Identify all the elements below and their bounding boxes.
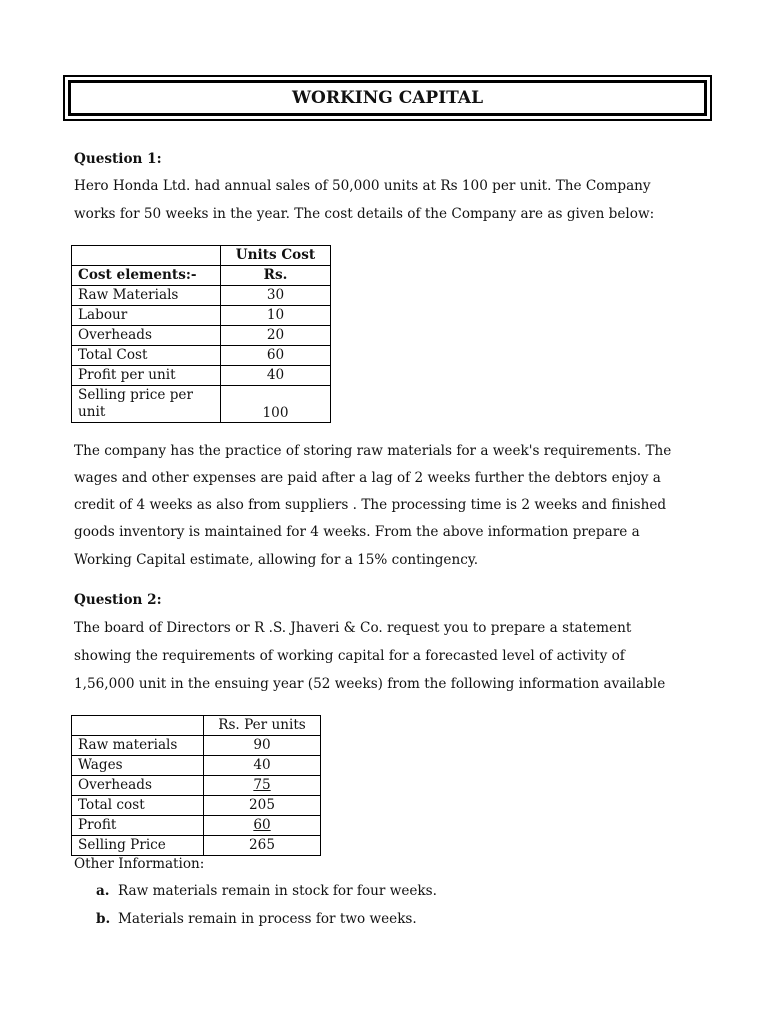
table-row [72,716,321,736]
row-value: 205 [204,796,321,816]
row-label [72,386,221,423]
row-label: Total cost [72,796,204,816]
cost-details-table [71,245,331,423]
question-1-body-line: credit of 4 weeks as also from suppliers . The processing time is 2 weeks and finished [74,497,667,513]
question-2-intro-line: The board of Directors or R .S. Jhaveri & Co. request you to prepare a statement [74,620,632,636]
table-row [72,286,331,306]
question-2-heading: Question 2: [74,592,162,608]
row-value: 10 [221,306,331,326]
row-value: 30 [221,286,331,306]
page-title: WORKING CAPITAL [68,80,707,116]
row-label-line: unit [78,404,106,420]
row-value: 20 [221,326,331,346]
list-item: Materials remain in process for two weeks. [118,911,417,927]
table-row [72,246,331,266]
column-header: Rs. Per units [204,716,321,736]
row-value: 60 [221,346,331,366]
row-label: Selling Price [72,836,204,856]
table-row [72,756,321,776]
column-header: Units Cost [221,246,331,266]
row-label: Raw Materials [72,286,221,306]
table-row [72,386,331,423]
row-value: 100 [221,386,331,423]
question-1-body-line: goods inventory is maintained for 4 weeks. From the above information prepare a [74,524,640,540]
list-item: Raw materials remain in stock for four weeks. [118,883,437,899]
question-1-body-line: wages and other expenses are paid after a lag of 2 weeks further the debtors enjoy a [74,470,661,486]
row-value: 40 [204,756,321,776]
other-information-label: Other Information: [74,856,205,872]
row-label: Overheads [72,326,221,346]
question-1-body-line: The company has the practice of storing raw materials for a week's requirements. The [74,443,672,459]
row-value [204,776,321,796]
row-label: Wages [72,756,204,776]
question-2-intro-line: 1,56,000 unit in the ensuing year (52 weeks) from the following information available [74,676,666,692]
row-value: 90 [204,736,321,756]
underlined-value: 60 [253,817,271,833]
table-row [72,266,331,286]
table-row [72,736,321,756]
underlined-value: 75 [253,777,271,793]
question-1-intro-line: works for 50 weeks in the year. The cost details of the Company are as given below: [74,206,655,222]
question-1-body-line: Working Capital estimate, allowing for a 15% contingency. [74,552,479,568]
table-row [72,366,331,386]
table-cell [72,716,204,736]
title-box [63,75,712,121]
table-row [72,326,331,346]
question-2-intro-line: showing the requirements of working capital for a forecasted level of activity of [74,648,625,664]
row-label-line: Selling price per [78,387,193,403]
table-cell [72,246,221,266]
column-header: Rs. [221,266,331,286]
row-label: Profit per unit [72,366,221,386]
table-row [72,816,321,836]
row-label: Labour [72,306,221,326]
table-row [72,306,331,326]
question-1-intro-line: Hero Honda Ltd. had annual sales of 50,000 units at Rs 100 per unit. The Company [74,178,651,194]
row-label: Total Cost [72,346,221,366]
row-label: Overheads [72,776,204,796]
list-item-marker: a. [96,883,110,899]
row-label: Raw materials [72,736,204,756]
table-row [72,346,331,366]
row-value [204,816,321,836]
table-row [72,796,321,816]
row-value: 40 [221,366,331,386]
table-row [72,776,321,796]
list-item-marker: b. [96,911,111,927]
row-value: 265 [204,836,321,856]
question-1-heading: Question 1: [74,151,162,167]
table-row [72,836,321,856]
column-header: Cost elements:- [72,266,221,286]
row-label: Profit [72,816,204,836]
per-unit-cost-table [71,715,321,856]
